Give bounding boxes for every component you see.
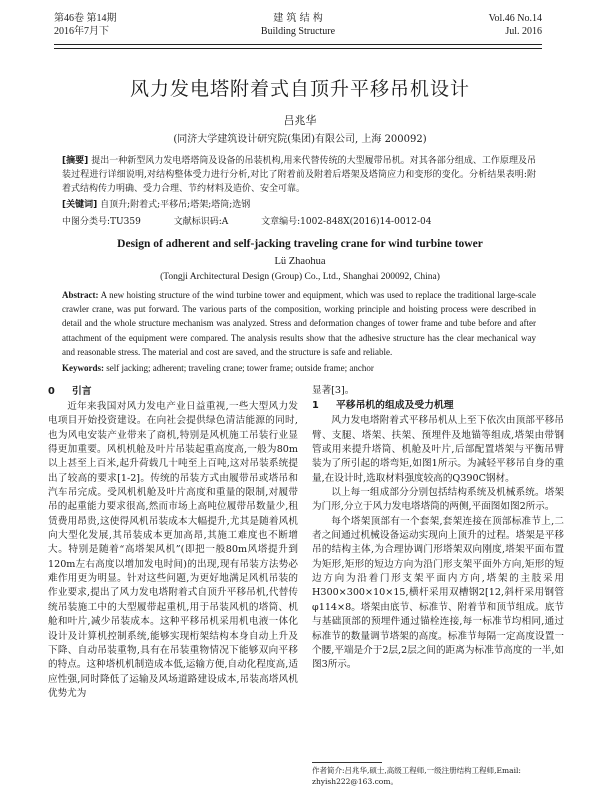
keywords-en-label: Keywords: — [62, 363, 104, 373]
section-heading-composition — [312, 398, 564, 414]
author-footnote: 作者简介:吕兆华,硕士,高级工程师,一级注册结构工程师,Email: zhyish222@163.com。 — [312, 766, 521, 786]
article-number: 文章编号:1002-848X(2016)14-0012-04 — [261, 217, 432, 227]
header-journal-en: Building Structure — [260, 26, 336, 37]
section-number: 1 — [312, 400, 319, 412]
section-title: 引言 — [72, 386, 92, 397]
author-cn: 吕兆华 — [283, 114, 317, 127]
article-title-cn: 风力发电塔附着式自顶升平移吊机设计 — [129, 78, 470, 100]
body-paragraph: 每个塔架顶部有一个套架,套架连接在顶部标准节上,二者之间通过机械设备运动实现向上顶升的过程。塔架是平移吊的结构主体,为合理协调门形塔架双向刚度,塔架平面布置为矩形,矩形的短边方向为沿门形支架平面外方向,矩形的短边方向为沿着门形支架平面内方向,塔架的主肢采用H300×300×10×15,横杆采用双槽钢2[12,斜杆采用钢管φ114×8。塔架由底节、标准节、附着节和顶节组成。底节与基础顶部的预埋件通过锚栓连接,每一标准节均相同,通过标准节的数量调节塔架的高度。标准节每隔一定高度设置一个腰,平端是介于2层,2层之间的距离为标准节高度的一半,如图3所示。 — [312, 515, 564, 671]
abstract-en — [62, 288, 536, 359]
abstract-cn-label: [摘要] — [62, 156, 89, 166]
header-date-cn: 2016年7月下 — [54, 26, 109, 37]
abstract-cn-text: 提出一种新型风力发电塔塔筒及设备的吊装机构,用来代替传统的大型履带吊机。对其各部分组成、工作原理及吊装过程进行详细说明,对结构整体受力进行分析,对比了附着前及附着后塔架及塔筒应力和变形的变化。分析结果表明:附着式结构传力明确、受力合理、节约材料及造价、安全可靠。 — [62, 156, 536, 194]
document-code: 文献标识码:A — [173, 217, 229, 227]
keywords-cn — [62, 198, 536, 212]
keywords-cn-label: [关键词] — [62, 200, 98, 210]
header-right — [489, 12, 542, 38]
header-center — [54, 12, 542, 38]
abstract-en-text: A new hoisting structure of the wind turbine tower and equipment, which was used to replace the traditional large-scale crawler crane, was put forward. The various parts of the composition, working principle and hoisting process were described in detail and the whole structure mechanism was analyzed. Stress and deformation changes of tower frame and tube before and after attachment of the equipment were compared. The analysis results show that the adhesive structure has the clear mechanical way and reasonable stress. The material and cost are saved, and the structure is safe and reliable. — [62, 290, 536, 357]
affiliation-en: (Tongji Architectural Design (Group) Co., Ltd., Shanghai 200092, China) — [160, 272, 440, 282]
abstract-en-label: Abstract: — [62, 290, 99, 300]
introduction-paragraph: 近年来我国对风力发电产业日益重视,一些大型风力发电项目开始投资建设。在向社会提供绿色清洁能源的同时,也为风电安装产业带来了商机,特别是风机施工吊装行业显得更加重要。风机机舱及叶片吊装起重高度高,一般为80m以上甚至上百米,起升荷载几十吨至上百吨,这对吊装系统提出了较高的要求[1-2]。传统的吊装方式由履带吊或塔吊和汽车吊完成。受风机机舱及叶片高度和重量的限制,对履带吊的起重能力要求很高,然而市场上高吨位履带吊数量少,租赁费用昂贵,这使得风机吊装成本大幅提升,尤其是随着风机向大型化发展,其吊装成本更加高昂,其施工难度也不断增大。特别是随着“高塔架风机”(即把一般80m风塔提升到120m左右高度以增加发电时间)的出现,现有吊装方法势必难作用更为明显。针对这些问题,为更好地满足风机吊装的作业要求,提出了风力发电塔附着式自顶升平移吊机,代替传统吊装施工中的大型履带起重机,用于吊装风机的塔筒、机舱和叶片,减少吊装成本。这种平移吊机采用机电液一体化设计及计算机控制系统,能够实现桁架结构本身自动上升及下降、自动吊装重物,具有在吊装重物情况下能够双向平移的特点。这种塔机机制造成本低,运输方便,自动化程度高,适应性强,同时降低了运输及风场道路建设成本,吊装高塔风机优势尤为 — [48, 401, 298, 699]
header-double-rule — [54, 44, 542, 49]
header-date-en: Jul. 2016 — [505, 26, 542, 37]
clc-number: 中图分类号:TU359 — [62, 217, 141, 227]
header-volume-en: Vol.46 No.14 — [488, 13, 542, 24]
running-header — [54, 12, 542, 48]
header-volume-cn: 第46卷 第14期 — [54, 13, 117, 24]
left-column — [48, 384, 298, 701]
article-title-en: Design of adherent and self-jacking traveling crane for wind turbine tower — [117, 238, 483, 250]
continuation-text: 显著[3]。 — [312, 385, 355, 396]
keywords-en-text: self jacking; adherent; traveling crane; tower frame; outside frame; anchor — [106, 363, 374, 373]
affiliation-cn: (同济大学建筑设计研究院(集团)有限公司, 上海 200092) — [173, 134, 427, 145]
body-paragraph: 风力发电塔附着式平移吊机从上至下依次由顶部平移吊臂、支腿、塔架、扶架、预埋件及地锚等组成,塔架由带钢管或用来提升塔筒、机舱及叶片,后部配置塔架与平衡吊臂装为了所引起的塔弯矩,如图1所示。为减轻平移吊自身的重量,在设计时,选取材料强度较高的Q390C钢材。 — [312, 415, 564, 484]
keywords-en — [62, 361, 536, 375]
footnote-rule — [312, 762, 382, 763]
right-column — [312, 384, 564, 673]
author-en: Lü Zhaohua — [274, 256, 326, 267]
section-number: 0 — [48, 386, 55, 397]
abstract-cn — [62, 154, 536, 196]
body-paragraph: 以上每一组成部分分别包括结构系统及机械系统。塔架为门形,分立于风力发电塔塔筒的两侧,平面图如图2所示。 — [312, 487, 564, 513]
section-heading-introduction — [48, 384, 298, 400]
section-title: 平移吊机的组成及受力机理 — [336, 400, 454, 412]
header-journal-cn: 建 筑 结 构 — [273, 13, 323, 24]
classification-line — [62, 214, 536, 227]
keywords-cn-text: 自顶升;附着式;平移吊;塔架;塔筒;选钢 — [100, 200, 251, 210]
